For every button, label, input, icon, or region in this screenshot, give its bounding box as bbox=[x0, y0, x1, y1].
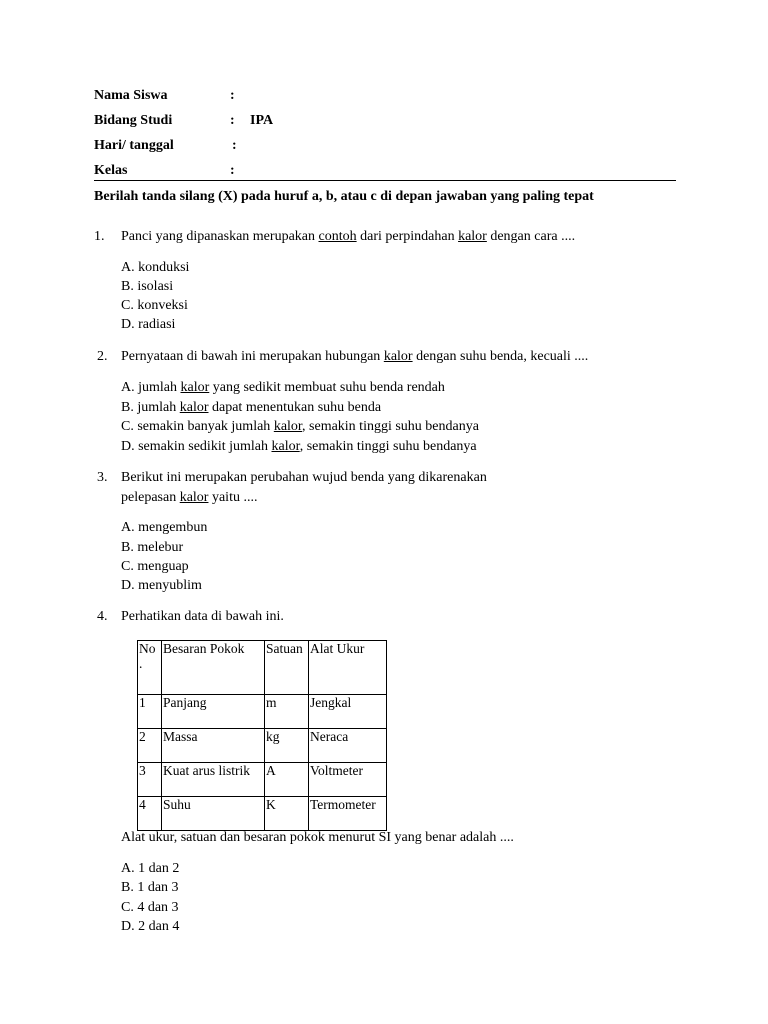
table-cell: Panjang bbox=[162, 695, 265, 729]
field-label-bidang-studi: Bidang Studi bbox=[94, 113, 173, 128]
question-text-part: Panci yang dipanaskan merupakan bbox=[121, 229, 319, 244]
answer-option: C. menguap bbox=[121, 559, 189, 574]
answer-option bbox=[121, 380, 445, 396]
question-text bbox=[121, 349, 588, 365]
header-divider bbox=[94, 180, 676, 181]
question-text-line-1: Berikut ini merupakan perubahan wujud benda yang dikarenakan bbox=[121, 470, 487, 485]
table-cell: Suhu bbox=[162, 797, 265, 831]
header-no-dot: . bbox=[139, 656, 143, 671]
underlined-term: contoh bbox=[318, 229, 357, 244]
field-colon: : bbox=[230, 163, 235, 178]
table-cell: 4 bbox=[138, 797, 162, 831]
question-text-line-2 bbox=[121, 490, 257, 506]
underlined-term: kalor bbox=[273, 419, 303, 434]
option-text-part: A. jumlah bbox=[121, 380, 181, 395]
answer-option bbox=[121, 419, 479, 435]
question-text bbox=[121, 229, 575, 245]
underlined-term: kalor bbox=[383, 349, 413, 364]
table-row bbox=[138, 695, 387, 729]
answer-option: C. konveksi bbox=[121, 298, 188, 313]
table-cell: 3 bbox=[138, 763, 162, 797]
answer-option: B. 1 dan 3 bbox=[121, 880, 179, 895]
question-number: 3. bbox=[97, 470, 108, 485]
answer-option bbox=[121, 439, 477, 455]
option-text-part: D. semakin sedikit jumlah bbox=[121, 439, 272, 454]
underlined-term: kalor bbox=[180, 380, 210, 395]
question-text-part: dari perpindahan bbox=[356, 229, 459, 244]
underlined-term: kalor bbox=[458, 229, 487, 244]
option-text-part: C. semakin banyak jumlah bbox=[121, 419, 274, 434]
table-header-cell bbox=[138, 641, 162, 695]
answer-option bbox=[121, 400, 381, 416]
table-cell: Termometer bbox=[309, 797, 387, 831]
header-no: No bbox=[139, 641, 156, 656]
table-cell: Kuat arus listrik bbox=[162, 763, 265, 797]
answer-option: B. isolasi bbox=[121, 279, 174, 294]
table-header-cell: Satuan bbox=[265, 641, 309, 695]
answer-option: D. radiasi bbox=[121, 317, 176, 332]
answer-option: A. mengembun bbox=[121, 520, 208, 535]
table-cell: A bbox=[265, 763, 309, 797]
answer-option: D. 2 dan 4 bbox=[121, 919, 180, 934]
table-row bbox=[138, 797, 387, 831]
data-table bbox=[137, 640, 387, 831]
table-cell: 1 bbox=[138, 695, 162, 729]
underlined-term: kalor bbox=[179, 490, 209, 505]
field-label-kelas: Kelas bbox=[94, 163, 128, 178]
table-row bbox=[138, 763, 387, 797]
table-header-cell: Besaran Pokok bbox=[162, 641, 265, 695]
table-row bbox=[138, 729, 387, 763]
question-followup-text: Alat ukur, satuan dan besaran pokok menurut SI yang benar adalah .... bbox=[121, 830, 514, 845]
question-text-part: yaitu .... bbox=[208, 490, 258, 505]
option-text-part: B. jumlah bbox=[121, 400, 180, 415]
table-cell: kg bbox=[265, 729, 309, 763]
answer-option: C. 4 dan 3 bbox=[121, 900, 179, 915]
question-text-part: dengan cara .... bbox=[486, 229, 576, 244]
answer-option: D. menyublim bbox=[121, 578, 202, 593]
question-text: Perhatikan data di bawah ini. bbox=[121, 609, 284, 624]
answer-option: A. 1 dan 2 bbox=[121, 861, 180, 876]
table-header-cell: Alat Ukur bbox=[309, 641, 387, 695]
question-text-part: Pernyataan di bawah ini merupakan hubungan bbox=[121, 349, 384, 364]
table-cell: Voltmeter bbox=[309, 763, 387, 797]
question-number: 1. bbox=[94, 229, 105, 244]
field-label-nama-siswa: Nama Siswa bbox=[94, 88, 168, 103]
field-label-hari-tanggal: Hari/ tanggal bbox=[94, 138, 174, 153]
question-text-part: dengan suhu benda, kecuali .... bbox=[412, 349, 589, 364]
instruction-text: Berilah tanda silang (X) pada huruf a, b, atau c di depan jawaban yang paling tepat bbox=[94, 189, 594, 204]
table-cell: Jengkal bbox=[309, 695, 387, 729]
table-header-row bbox=[138, 641, 387, 695]
question-text-part: pelepasan bbox=[121, 490, 180, 505]
option-text-part: dapat menentukan suhu benda bbox=[208, 400, 382, 415]
field-colon: : bbox=[230, 113, 235, 128]
question-number: 4. bbox=[97, 609, 108, 624]
option-text-part: , semakin tinggi suhu bendanya bbox=[302, 419, 479, 434]
table-cell: Massa bbox=[162, 729, 265, 763]
field-colon: : bbox=[230, 88, 235, 103]
answer-option: B. melebur bbox=[121, 540, 184, 555]
option-text-part: yang sedikit membuat suhu benda rendah bbox=[209, 380, 445, 395]
table-cell: 2 bbox=[138, 729, 162, 763]
option-text-part: , semakin tinggi suhu bendanya bbox=[299, 439, 477, 454]
underlined-term: kalor bbox=[271, 439, 300, 454]
table-cell: m bbox=[265, 695, 309, 729]
table-cell: K bbox=[265, 797, 309, 831]
underlined-term: kalor bbox=[179, 400, 209, 415]
table-cell: Neraca bbox=[309, 729, 387, 763]
field-value-bidang-studi: IPA bbox=[250, 113, 274, 128]
field-colon: : bbox=[232, 138, 237, 153]
answer-option: A. konduksi bbox=[121, 260, 190, 275]
question-number: 2. bbox=[97, 349, 108, 364]
